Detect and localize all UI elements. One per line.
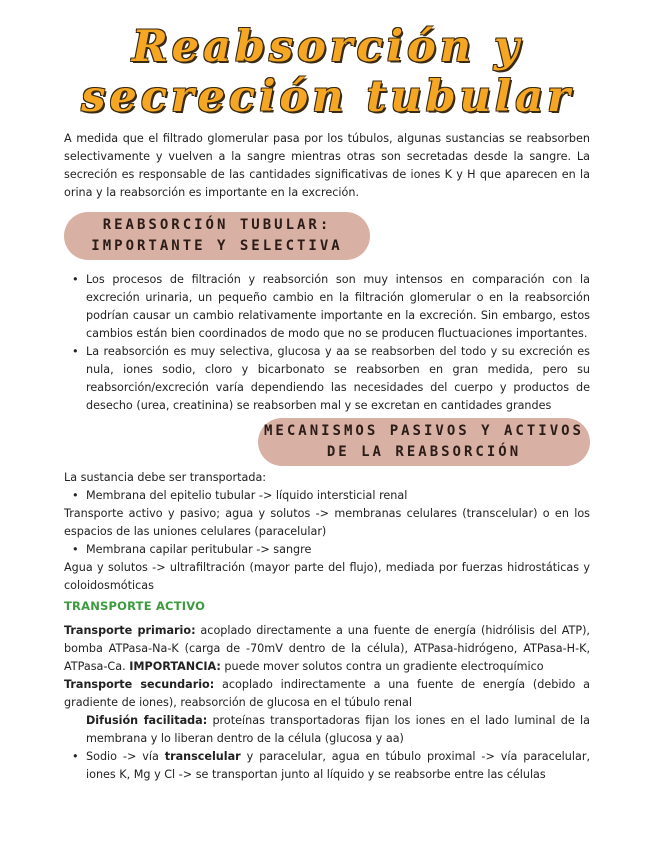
difusion-facilitada-text: proteínas transportadoras fijan los iones en el lado luminal de la membrana y lo liberan dentro de la célula (glucosa y aa)	[86, 714, 590, 745]
list-item: • Membrana del epitelio tubular -> líquido intersticial renal	[64, 487, 590, 505]
transporte-primario-text: acoplado directamente a una fuente de energía (hidrólisis del ATP), bomba ATPasa-Na-K (carga de -70mV dentro de la célula), ATPasa-hidrógeno, ATPasa-H-K, ATPasa-Ca.	[64, 624, 590, 673]
title-line-1: Reabsorción y	[132, 22, 523, 72]
sodio-text-start: Sodio -> vía	[86, 750, 165, 763]
mecanismos-intro: La sustancia debe ser transportada:	[64, 471, 267, 484]
list-item: • La reabsorción es muy selectiva, glucosa y aa se reabsorben del todo y su excreción es nula, iones sodio, cloro y bicarbonato se reabsorben en gran medida, pero su reabsorción/excreción varía dependiendo las necesidades del cuerpo y productos de desecho (urea, creatinina) se reabsorben mal y se excretan en cantidades grandes	[64, 343, 590, 415]
section-header-mecanismos	[258, 418, 590, 466]
transporte-activo-content	[64, 622, 590, 784]
transporte-secundario-label: Transporte secundario:	[64, 678, 215, 691]
page-title	[0, 22, 655, 122]
list-item: • Los procesos de filtración y reabsorción son muy intensos en comparación con la excreción urinaria, un pequeño cambio en la filtración glomerular o en la reabsorción podrían causar un cambio relativamente importante en la excreción. Sin embargo, estos cambios están bien coordinados de modo que no se producen fluctuaciones importantes.	[64, 271, 590, 343]
mecanismos-paragraph-2: Agua y solutos -> ultrafiltración (mayor parte del flujo), mediada por fuerzas hidrostáticas y coloidosmóticas	[64, 561, 590, 592]
section-header-line-2: DE LA REABSORCIÓN	[326, 444, 522, 460]
transporte-secundario-text: acoplado indirectamente a una fuente de energía (debido a gradiente de iones), reabsorción de glucosa en el túbulo renal	[64, 678, 590, 709]
reabsorcion-bullet-list	[64, 271, 590, 415]
transporte-activo-heading: TRANSPORTE ACTIVO	[64, 599, 206, 613]
section-header-line-2: IMPORTANTE Y SELECTIVA	[91, 238, 343, 254]
mecanismos-content	[64, 469, 590, 595]
list-item: • Membrana capilar peritubular -> sangre	[64, 541, 590, 559]
list-item	[64, 748, 590, 784]
transporte-primario-paragraph	[64, 622, 590, 676]
transcelular-label: transcelular	[164, 750, 241, 763]
title-line-2: secreción tubular	[81, 72, 574, 122]
transporte-secundario-paragraph	[64, 676, 590, 712]
section-header-reabsorcion	[64, 212, 370, 260]
sodio-text-end: y paracelular, agua en túbulo proximal -> vía paracelular, iones K, Mg y Cl -> se transportan junto al líquido y se reabsorbe entre las células	[86, 750, 590, 781]
difusion-facilitada-paragraph	[64, 712, 590, 748]
section-header-line-1: MECANISMOS PASIVOS Y ACTIVOS	[263, 423, 584, 439]
mecanismos-paragraph-1: Transporte activo y pasivo; agua y solutos -> membranas celulares (transcelular) o en los espacios de las uniones celulares (paracelular)	[64, 507, 590, 538]
importancia-label: IMPORTANCIA:	[129, 660, 221, 673]
section-header-line-1: REABSORCIÓN TUBULAR:	[102, 217, 332, 233]
intro-paragraph: A medida que el filtrado glomerular pasa por los túbulos, algunas sustancias se reabsorben selectivamente y vuelven a la sangre mientras otras son secretadas desde la sangre. La secreción es responsable de las cantidades significativas de iones K y H que aparecen en la orina y la reabsorción es importante en la excreción.	[64, 132, 590, 199]
difusion-facilitada-label: Difusión facilitada:	[86, 714, 208, 727]
importancia-text: puede mover solutos contra un gradiente electroquímico	[220, 660, 544, 673]
transporte-primario-label: Transporte primario:	[64, 624, 196, 637]
